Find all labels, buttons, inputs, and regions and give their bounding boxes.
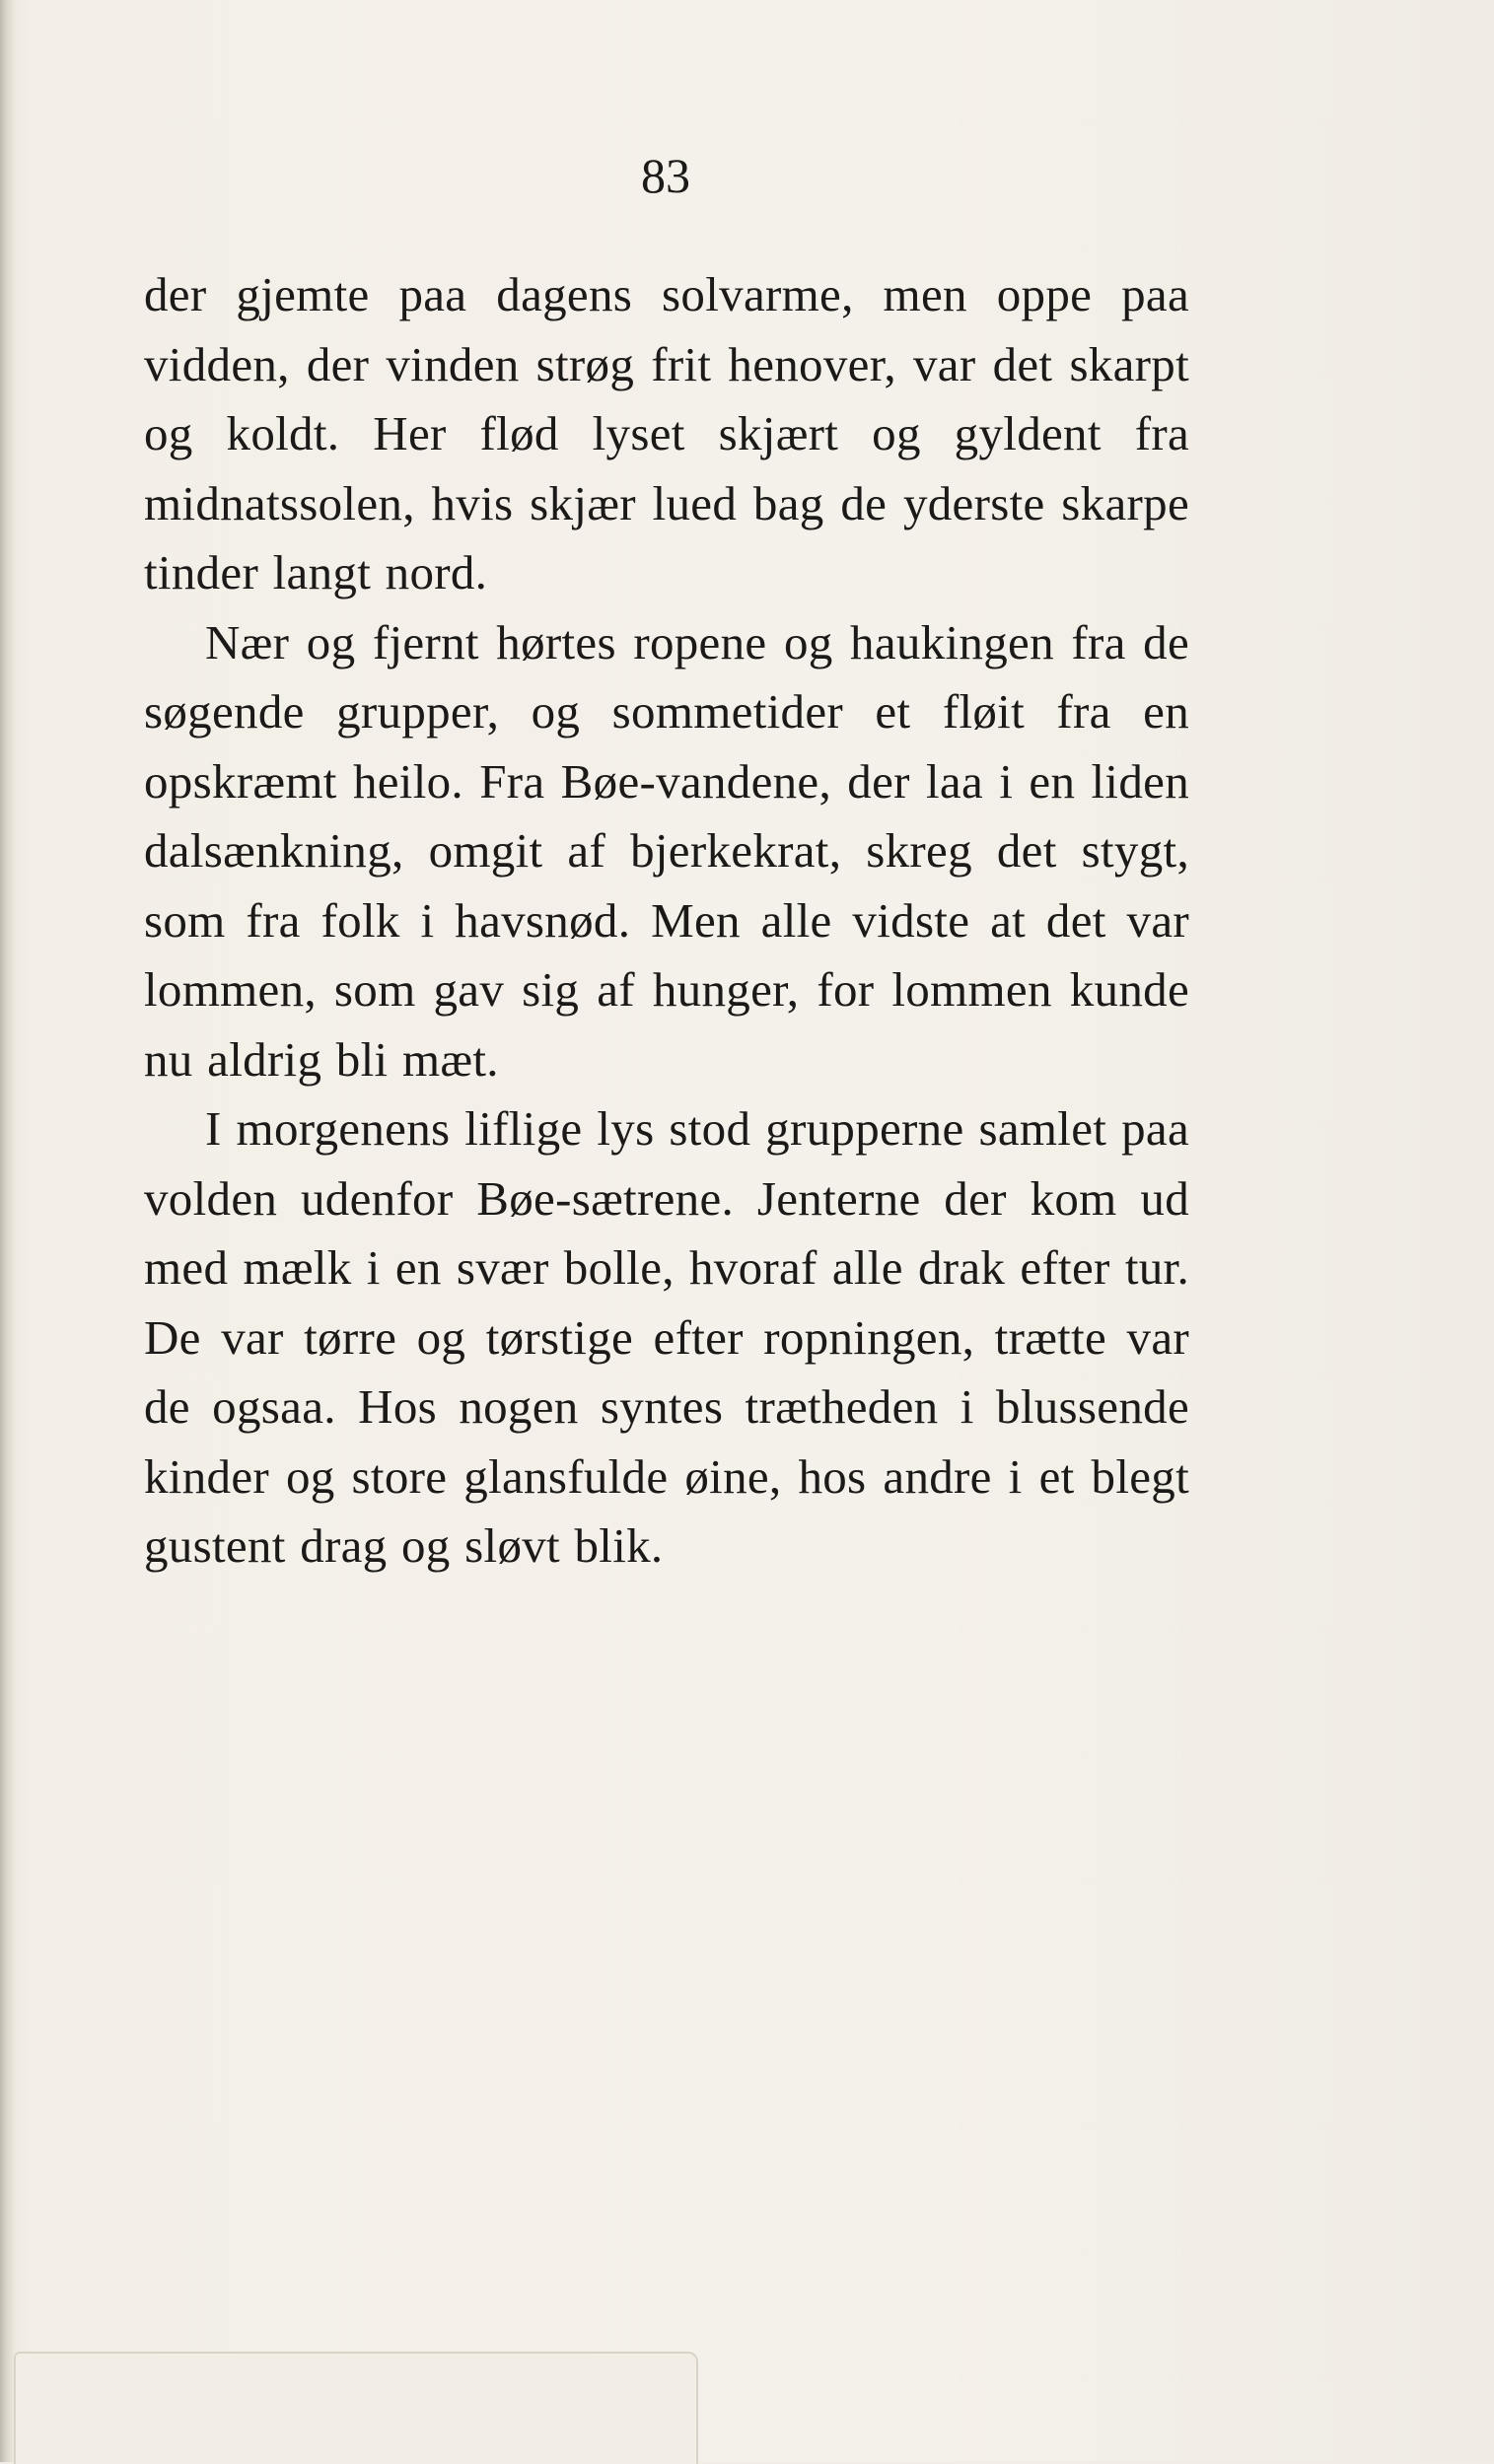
paragraph: der gjemte paa dagens solvarme, men oppe paa vidden, der vinden strøg frit henover, var det skarpt og koldt. Her flød lyset skjært og gyldent fra midnatssolen, hvis skjær lued bag de yderste skarpe tinder langt nord. xyxy=(144,267,1189,599)
paragraph: I morgenens liflige lys stod grupperne samlet paa volden udenfor Bøe-sætrene. Jenterne der kom ud med mælk i en svær bolle, hvoraf alle drak efter tur. De var tørre og tørstige efter ropningen, trætte var de ogsaa. Hos nogen syntes trætheden i blussende kinder og store glansfulde øine, hos andre i et blegt gustent drag og sløvt blik. xyxy=(144,1101,1189,1573)
body-text xyxy=(144,260,1189,1582)
paragraph: Nær og fjernt hørtes ropene og haukingen fra de søgende grupper, og sommetider et fløit fra en opskræmt heilo. Fra Bøe-vandene, der laa i en liden dalsænkning, omgit af bjerkekrat, skreg det stygt, som fra folk i havsnød. Men alle vidste at det var lommen, som gav sig af hunger, for lommen kunde nu aldrig bli mæt. xyxy=(144,614,1189,1087)
bottom-page-tab xyxy=(14,2352,698,2464)
page-number: 83 xyxy=(641,148,690,203)
page-binding-edge xyxy=(0,0,14,2462)
